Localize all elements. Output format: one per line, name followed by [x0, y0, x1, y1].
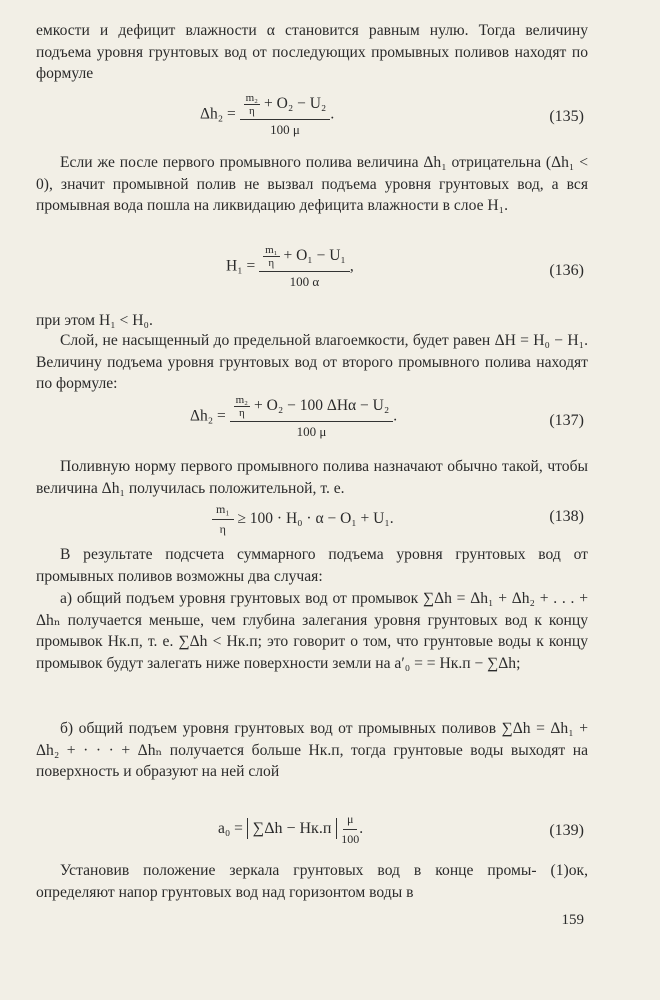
paragraph-3: при этом H₁ < H₀.	[36, 312, 153, 329]
eq139-mu: μ	[343, 812, 357, 830]
equation-135	[200, 92, 334, 138]
paragraph-1: емкости и дефицит влажности α становится равным нулю. Тогда величину подъема уровня грунтовых вод от последующих промывных поливов находят по формуле	[36, 22, 588, 82]
eq139-tail: .	[359, 820, 364, 838]
eq136-den: 100 α	[289, 274, 320, 289]
eq138-m: m₁	[212, 502, 234, 520]
eq137-lhs: Δh₂ =	[190, 407, 226, 425]
eq138-rest: ≥ 100 · H₀ · α − O₁ + U₁.	[237, 510, 394, 528]
eq135-eta: η	[248, 105, 255, 117]
eq135-tail: .	[330, 105, 335, 123]
eq138-eta: η	[219, 522, 226, 536]
eq135-num-rest: + O₂ − U₂	[264, 95, 327, 113]
eq139-lhs: a₀ =	[218, 820, 243, 838]
paragraph-4: Слой, не насыщенный до предельной влагоемкости, будет равен ΔH = H₀ − H₁. Величину подъема уровня грунтовых вод от второго промывного полива находят по формуле:	[36, 332, 588, 392]
paragraph-6: В результате подсчета суммарного подъема уровня грунтовых вод от промывных поливов возможны два случая:	[36, 546, 588, 585]
equation-138	[212, 502, 394, 537]
equation-number-137: (137)	[549, 412, 584, 429]
paragraph-8: б) общий подъем уровня грунтовых вод от промывных поливов ∑Δh = Δh₁ + Δh₂ + · · · + Δhₙ получается больше Hк.п, тогда грунтовые воды выходят на поверхность и образуют на ней слой	[36, 720, 588, 780]
eq136-tail: ,	[349, 257, 354, 275]
paragraph-5: Поливную норму первого промывного полива назначают обычно такой, чтобы величина Δh₁ получилась положительной, т. е.	[36, 458, 588, 497]
eq136-eta: η	[268, 257, 275, 269]
eq136-lhs: H₁ =	[226, 257, 256, 275]
eq135-m: m₂	[245, 92, 259, 104]
eq137-tail: .	[393, 407, 398, 425]
eq139-abs: ∑Δh − Hк.п	[247, 818, 338, 839]
equation-139	[218, 812, 363, 847]
paragraph-9: Установив положение зеркала грунтовых вод в конце промы- (1)ок, определяют напор грунтовых вод над горизонтом воды в	[36, 862, 588, 901]
equation-136	[226, 244, 354, 290]
equation-137	[190, 394, 397, 440]
equation-number-135: (135)	[549, 108, 584, 125]
eq139-100: 100	[341, 832, 360, 846]
paragraph-7: а) общий подъем уровня грунтовых вод от промывок ∑Δh = Δh₁ + Δh₂ + . . . + Δhₙ получается меньше, чем глубина залегания уровня грунтовых вод к концу промывок Hк.п, т. е. ∑Δh < Hк.п; это говорит о том, что грунтовые воды к концу промывок будут залегать ниже поверхности земли на a′₀ = = Hк.п − ∑Δh;	[36, 590, 588, 672]
eq135-den: 100 μ	[270, 122, 300, 137]
eq137-num-rest: + O₂ − 100 ΔHα − U₂	[254, 397, 390, 415]
paragraph-2: Если же после первого промывного полива величина Δh₁ отрицательна (Δh₁ < 0), значит промывной полив не вызвал подъема уровня грунтовых вод, а вся промывная вода пошла на ликвидацию дефицита влажности в слое H₁.	[36, 154, 588, 214]
eq137-m: m₂	[235, 394, 249, 406]
eq137-eta: η	[238, 407, 245, 419]
eq137-den: 100 μ	[296, 424, 327, 439]
equation-number-136: (136)	[549, 262, 584, 279]
eq135-lhs: Δh₂ =	[200, 105, 236, 123]
page-number: 159	[561, 912, 584, 928]
equation-number-139: (139)	[549, 822, 584, 839]
eq136-num-rest: + O₁ − U₁	[283, 247, 346, 265]
eq136-m: m₁	[265, 244, 278, 256]
equation-number-138: (138)	[549, 508, 584, 525]
